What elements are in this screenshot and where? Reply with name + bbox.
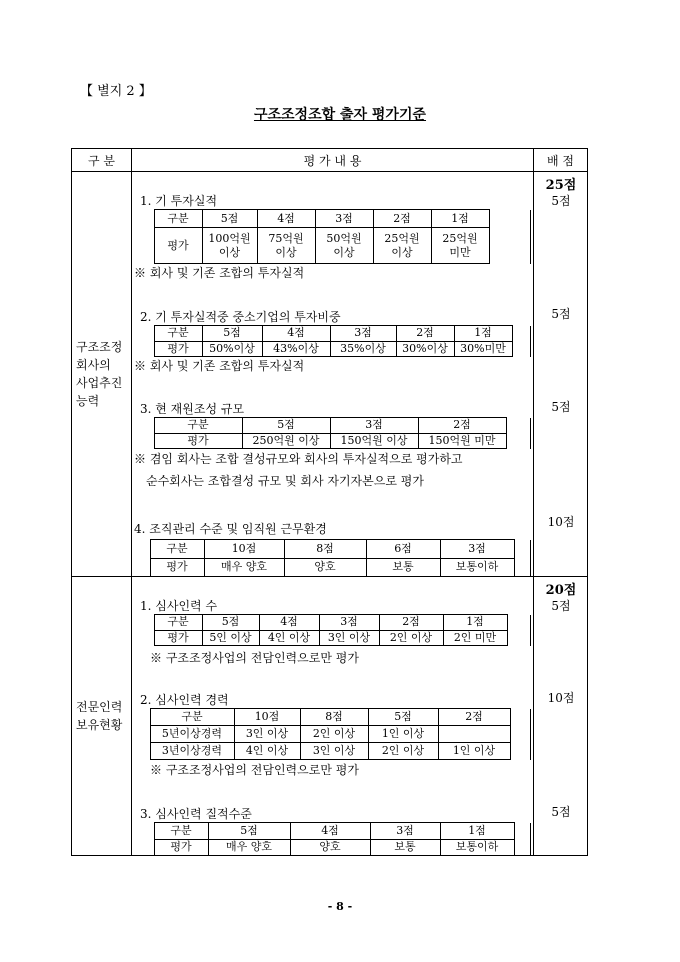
table-cell: 50%이상 — [202, 341, 262, 357]
note: ※ 구조조정사업의 전담인력으로만 평가 — [150, 763, 359, 777]
section-row-1 — [72, 172, 588, 577]
table-cell: 평가 — [154, 228, 202, 264]
table-cell: 2점 — [418, 418, 506, 434]
table-cell: 150억원 미만 — [418, 433, 506, 449]
note: ※ 구조조정사업의 전담인력으로만 평가 — [150, 651, 359, 665]
table-cell: 3점 — [315, 210, 373, 228]
table-cell: 2인 이상 — [300, 726, 368, 743]
table-cell: 1인 이상 — [368, 726, 438, 743]
table-cell: 4인 이상 — [259, 630, 319, 646]
section2-content — [132, 577, 534, 856]
score-table — [132, 209, 531, 264]
table-cell: 1점 — [454, 326, 512, 342]
table-cell: 보통이하 — [440, 839, 514, 856]
table-cell: 평가 — [154, 341, 202, 357]
table-cell: 구분 — [154, 210, 202, 228]
header-content: 평 가 내 용 — [132, 149, 534, 172]
table-cell: 35%이상 — [330, 341, 396, 357]
table-cell: 75억원 이상 — [257, 228, 315, 264]
table-cell: 30%미만 — [454, 341, 512, 357]
item-points: 5점 — [551, 400, 571, 414]
table-cell: 2인 미만 — [443, 630, 507, 646]
header-category: 구 분 — [72, 149, 132, 172]
table-cell: 1점 — [443, 615, 507, 631]
score-table — [132, 708, 531, 760]
table-cell: 보통 — [366, 558, 440, 577]
item-title: 3. 현 재원조성 규모 — [140, 402, 245, 416]
table-cell: 5년이상경력 — [150, 726, 234, 743]
item-points: 5점 — [551, 307, 571, 321]
item-points: 5점 — [551, 805, 571, 819]
table-cell: 평가 — [150, 558, 204, 577]
table-cell: 25억원 미만 — [431, 228, 489, 264]
table-cell: 30%이상 — [396, 341, 454, 357]
page-number: - 8 - — [327, 900, 353, 913]
table-cell: 3인 이상 — [300, 743, 368, 760]
table-cell: 구분 — [150, 709, 234, 726]
item-title: 2. 기 투자실적중 중소기업의 투자비중 — [140, 310, 341, 324]
note: ※ 회사 및 기존 조합의 투자실적 — [134, 266, 305, 280]
table-cell: 10점 — [204, 540, 284, 559]
table-cell: 250억원 이상 — [242, 433, 330, 449]
table-cell: 3점 — [330, 418, 418, 434]
section1-category: 구조조정 회사의 사업추진 능력 — [72, 172, 132, 577]
page-title: 구조조정조합 출자 평가기준 — [253, 107, 427, 123]
attachment-label: 【 별지 2 】 — [80, 84, 152, 99]
table-cell: 2인 이상 — [368, 743, 438, 760]
table-cell: 보통이하 — [440, 558, 514, 577]
header-row — [72, 149, 588, 172]
table-cell: 3점 — [330, 326, 396, 342]
table-cell: 150억원 이상 — [330, 433, 418, 449]
table-cell: 2점 — [438, 709, 510, 726]
table-cell: 2인 이상 — [379, 630, 443, 646]
section-row-2 — [72, 577, 588, 856]
score-table — [132, 539, 531, 577]
section2-category: 전문인력 보유현황 — [72, 577, 132, 856]
table-cell: 보통 — [370, 839, 440, 856]
table-cell: 100억원 이상 — [202, 228, 257, 264]
section-total: 20점 — [545, 583, 577, 598]
table-cell: 구분 — [154, 823, 208, 840]
section-total: 25점 — [545, 178, 577, 193]
item-title: 1. 심사인력 수 — [140, 599, 218, 613]
item-points: 5점 — [551, 599, 571, 613]
score-table — [132, 417, 531, 449]
table-cell: 3인 이상 — [319, 630, 379, 646]
table-cell: 4인 이상 — [234, 743, 300, 760]
table-cell: 6점 — [366, 540, 440, 559]
table-cell: 5점 — [208, 823, 290, 840]
table-cell: 8점 — [300, 709, 368, 726]
table-cell: 3인 이상 — [234, 726, 300, 743]
item-title: 4. 조직관리 수준 및 임직원 근무환경 — [134, 522, 327, 536]
table-cell: 구분 — [154, 418, 242, 434]
table-cell: 양호 — [290, 839, 370, 856]
table-cell — [438, 726, 510, 743]
table-cell: 4점 — [259, 615, 319, 631]
table-cell: 구분 — [154, 615, 202, 631]
table-cell: 5점 — [202, 615, 259, 631]
item-points: 10점 — [547, 691, 575, 705]
item-title: 1. 기 투자실적 — [140, 194, 218, 208]
section2-score — [534, 577, 588, 856]
table-cell: 3점 — [370, 823, 440, 840]
table-cell: 2점 — [373, 210, 431, 228]
table-cell: 구분 — [150, 540, 204, 559]
table-cell: 5점 — [202, 210, 257, 228]
table-cell: 평가 — [154, 839, 208, 856]
table-cell: 1인 이상 — [438, 743, 510, 760]
table-cell: 8점 — [284, 540, 366, 559]
table-cell: 4점 — [257, 210, 315, 228]
table-cell: 25억원 이상 — [373, 228, 431, 264]
evaluation-table — [71, 148, 588, 856]
table-cell: 3점 — [440, 540, 514, 559]
item-points: 5점 — [551, 194, 571, 208]
header-score: 배 점 — [534, 149, 588, 172]
score-table — [132, 325, 531, 357]
note: 순수회사는 조합결성 규모 및 회사 자기자본으로 평가 — [146, 474, 424, 488]
table-cell: 양호 — [284, 558, 366, 577]
table-cell: 5인 이상 — [202, 630, 259, 646]
score-table — [132, 822, 531, 856]
table-cell: 3점 — [319, 615, 379, 631]
item-title: 3. 심사인력 질적수준 — [140, 807, 252, 821]
table-cell: 4점 — [262, 326, 330, 342]
table-cell: 5점 — [242, 418, 330, 434]
table-cell: 매우 양호 — [208, 839, 290, 856]
table-cell: 10점 — [234, 709, 300, 726]
table-cell: 2점 — [396, 326, 454, 342]
table-cell: 구분 — [154, 326, 202, 342]
table-cell: 4점 — [290, 823, 370, 840]
table-cell: 5점 — [368, 709, 438, 726]
table-cell: 1점 — [440, 823, 514, 840]
note: ※ 겸임 회사는 조합 결성규모와 회사의 투자실적으로 평가하고 — [134, 452, 463, 466]
table-cell: 1점 — [431, 210, 489, 228]
table-cell: 5점 — [202, 326, 262, 342]
item-title: 2. 심사인력 경력 — [140, 693, 229, 707]
note: ※ 회사 및 기존 조합의 투자실적 — [134, 359, 305, 373]
section1-score — [534, 172, 588, 577]
table-cell: 평가 — [154, 630, 202, 646]
table-cell: 2점 — [379, 615, 443, 631]
table-cell: 매우 양호 — [204, 558, 284, 577]
section1-content — [132, 172, 534, 577]
score-table — [132, 614, 531, 646]
table-cell: 평가 — [154, 433, 242, 449]
table-cell: 3년이상경력 — [150, 743, 234, 760]
table-cell: 50억원 이상 — [315, 228, 373, 264]
item-points: 10점 — [547, 515, 575, 529]
table-cell: 43%이상 — [262, 341, 330, 357]
